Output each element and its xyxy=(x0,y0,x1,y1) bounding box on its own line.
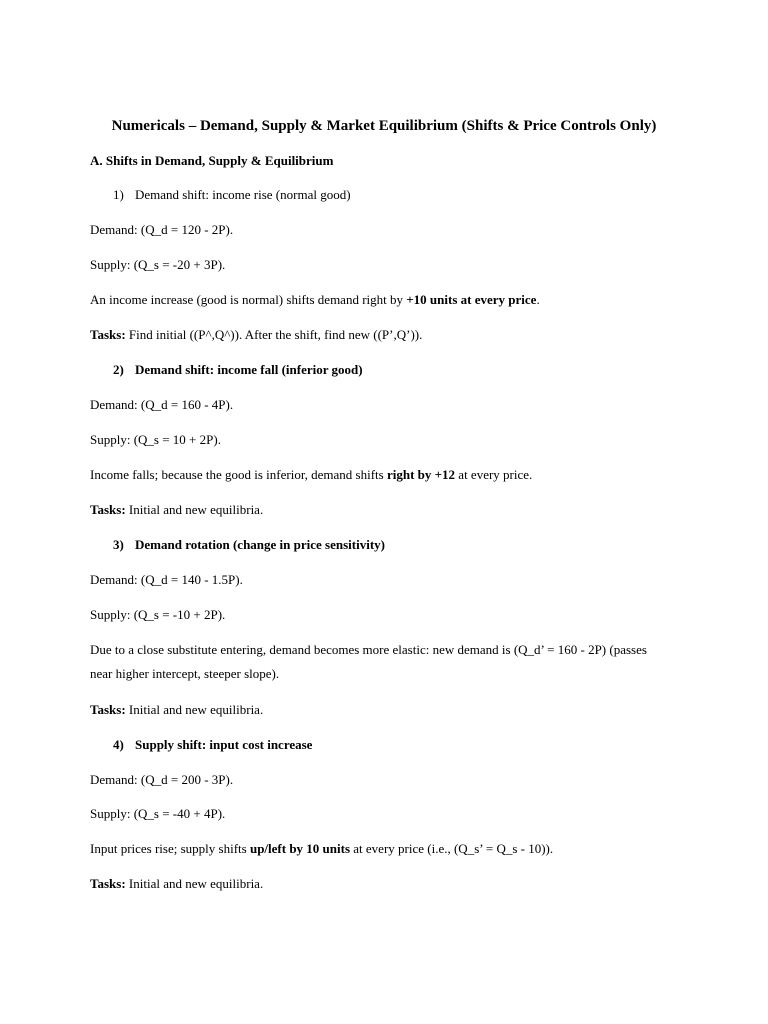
supply-equation: Supply: (Q_s = -40 + 4P). xyxy=(90,806,226,821)
tasks-text: Initial and new equilibria. xyxy=(125,876,264,891)
problem-number: 1) xyxy=(113,187,124,202)
page-title: Numericals – Demand, Supply & Market Equilibrium (Shifts & Price Controls Only) xyxy=(111,118,657,134)
tasks-label: Tasks: xyxy=(90,876,126,891)
problem-title: Supply shift: input cost increase xyxy=(135,737,313,752)
supply-equation: Supply: (Q_s = -20 + 3P). xyxy=(90,257,226,272)
tasks-text: Initial and new equilibria. xyxy=(125,702,264,717)
problem-heading-3 xyxy=(113,533,713,557)
demand-equation: Demand: (Q_d = 140 - 1.5P). xyxy=(90,572,243,587)
problem-title: Demand rotation (change in price sensitivity) xyxy=(135,537,385,552)
description-text: Input prices rise; supply shifts xyxy=(90,841,250,856)
shift-description xyxy=(90,837,690,861)
problem-title: Demand shift: income rise (normal good) xyxy=(135,187,351,202)
demand-equation: Demand: (Q_d = 120 - 2P). xyxy=(90,222,234,237)
shift-description xyxy=(90,288,690,312)
description-emphasis: up/left by 10 units xyxy=(249,841,351,856)
shift-description-line-1: Due to a close substitute entering, demand becomes more elastic: new demand is (Q_d’ = 160 - 2P) (passes xyxy=(90,642,647,657)
section-heading: A. Shifts in Demand, Supply & Equilibrium xyxy=(90,153,334,168)
problem-number: 4) xyxy=(113,737,124,752)
problem-heading-4 xyxy=(113,733,713,757)
tasks-label: Tasks: xyxy=(90,702,126,717)
supply-equation: Supply: (Q_s = 10 + 2P). xyxy=(90,432,221,447)
tasks-text: Initial and new equilibria. xyxy=(125,502,264,517)
tasks-line xyxy=(90,323,690,347)
description-text: at every price (i.e., (Q_s’ = Q_s - 10)). xyxy=(350,841,554,856)
demand-equation: Demand: (Q_d = 200 - 3P). xyxy=(90,772,234,787)
supply-equation: Supply: (Q_s = -10 + 2P). xyxy=(90,607,226,622)
shift-description-line-2: near higher intercept, steeper slope). xyxy=(90,666,280,681)
problem-number: 2) xyxy=(113,362,124,377)
problem-heading-1 xyxy=(113,183,713,207)
tasks-line xyxy=(90,498,690,522)
description-text: An income increase (good is normal) shifts demand right by xyxy=(90,292,407,307)
tasks-line xyxy=(90,698,690,722)
tasks-label: Tasks: xyxy=(90,502,126,517)
description-text: at every price. xyxy=(455,467,533,482)
description-emphasis: +10 units at every price xyxy=(406,292,537,307)
description-emphasis: right by +12 xyxy=(386,467,456,482)
tasks-text: Find initial ((P^,Q^)). After the shift, find new ((P’,Q’)). xyxy=(125,327,423,342)
shift-description xyxy=(90,463,690,487)
problem-number: 3) xyxy=(113,537,124,552)
description-text: . xyxy=(536,292,540,307)
description-text: Income falls; because the good is inferior, demand shifts xyxy=(90,467,387,482)
tasks-line xyxy=(90,872,690,896)
tasks-label: Tasks: xyxy=(90,327,126,342)
problem-heading-2 xyxy=(113,358,713,382)
demand-equation: Demand: (Q_d = 160 - 4P). xyxy=(90,397,234,412)
problem-title: Demand shift: income fall (inferior good) xyxy=(135,362,363,377)
